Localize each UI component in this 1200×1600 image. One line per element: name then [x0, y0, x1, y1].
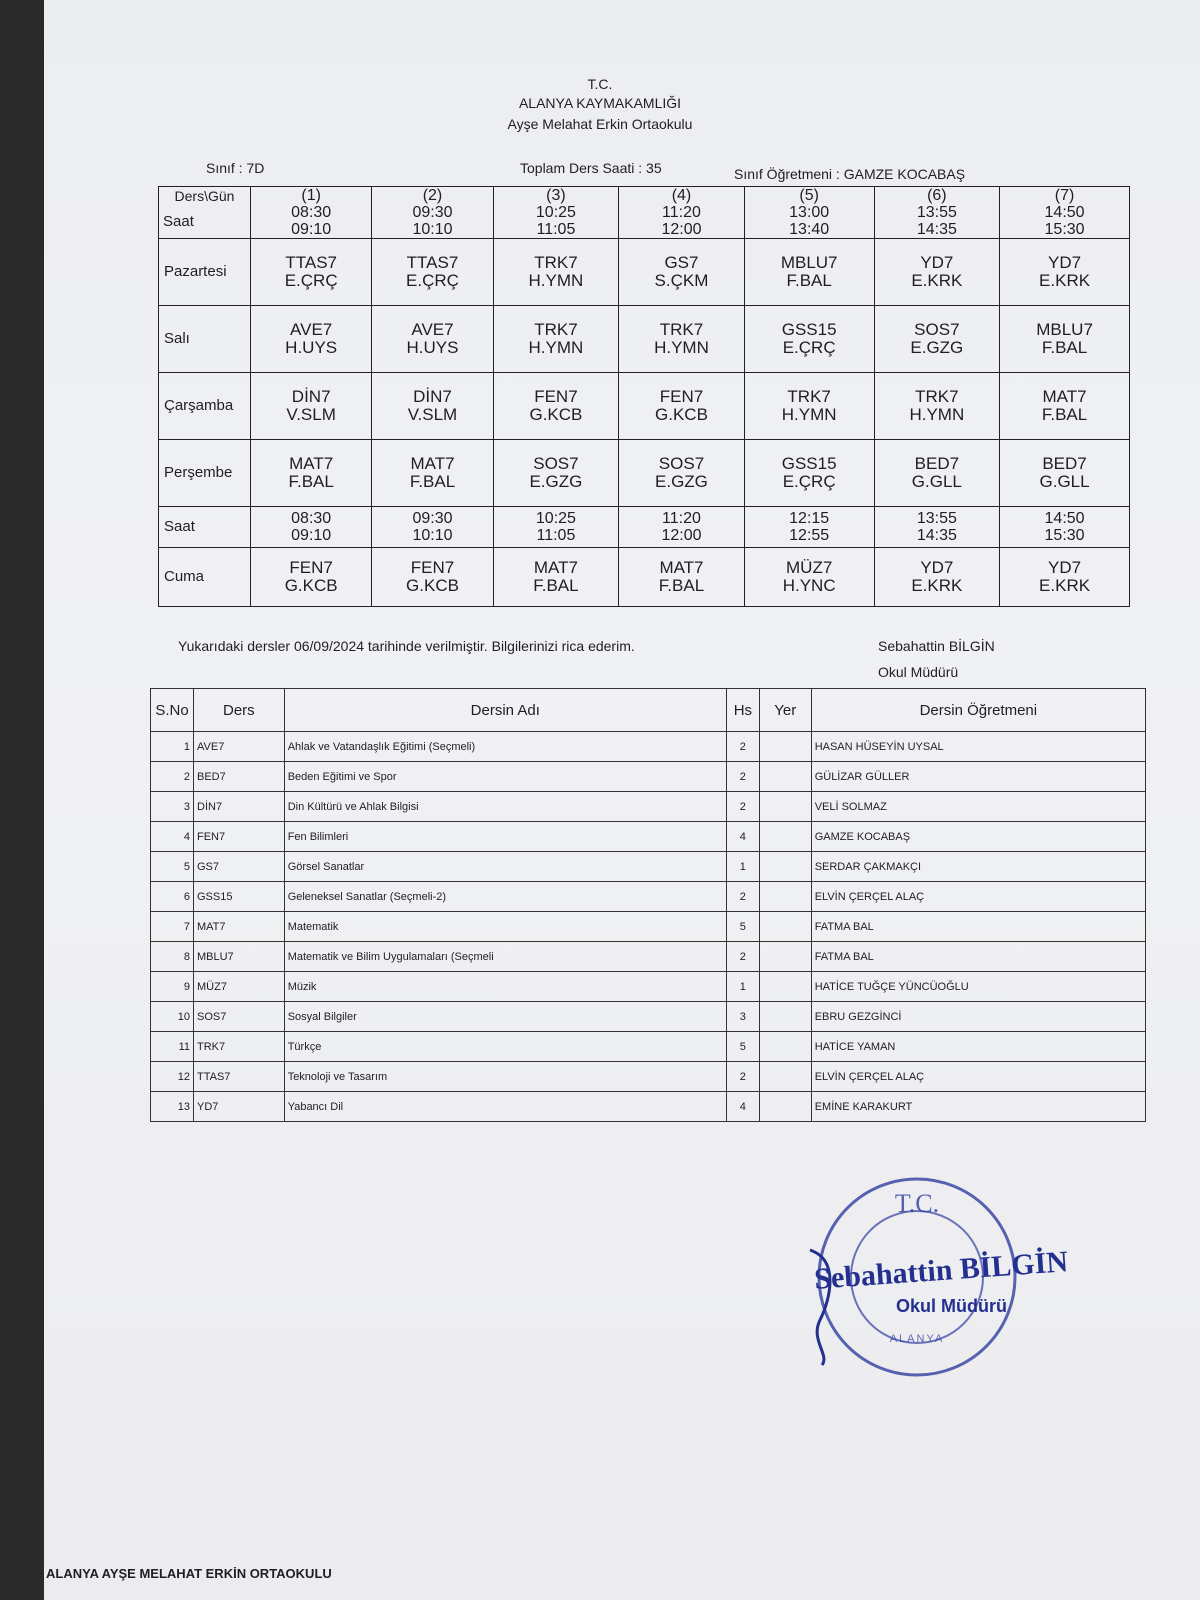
lesson-code: TTAS7 [406, 253, 459, 272]
table-row [151, 942, 1146, 972]
signer-title: Okul Müdürü [878, 664, 959, 680]
teacher-abbrev: E.GZG [529, 472, 583, 491]
day-name-cell: Cuma [159, 548, 251, 607]
period-start-time: 08:30 [291, 510, 332, 527]
lesson-cell [874, 373, 1000, 440]
list-cell [759, 882, 811, 912]
teacher-abbrev: F.BAL [658, 576, 705, 595]
list-cell: TTAS7 [194, 1062, 285, 1092]
table-row [151, 1062, 1146, 1092]
list-header-cell: Dersin Öğretmeni [811, 689, 1145, 732]
day-name-cell: Pazartesi [159, 239, 251, 306]
list-cell [759, 912, 811, 942]
lesson-code: TRK7 [659, 320, 704, 339]
note-text: Yukarıdaki dersler 06/09/2024 tarihinde verilmiştir. Bilgilerinizi rica ederim. [178, 638, 635, 654]
list-cell: DİN7 [194, 792, 285, 822]
schedule-corner-cell [159, 187, 251, 239]
list-cell: 6 [151, 882, 194, 912]
list-cell: 2 [726, 762, 759, 792]
table-row [151, 792, 1146, 822]
friday-time-cell [251, 507, 372, 548]
lesson-code: SOS7 [533, 454, 579, 473]
friday-time-row [159, 507, 1130, 548]
list-cell: 3 [151, 792, 194, 822]
list-cell: 1 [726, 972, 759, 1002]
period-start-time: 13:55 [916, 204, 957, 221]
period-start-time: 12:15 [789, 510, 830, 527]
schedule-period-row [159, 187, 1130, 239]
friday-time-cell [874, 507, 1000, 548]
list-cell: 2 [726, 792, 759, 822]
day-name-cell: Salı [159, 306, 251, 373]
course-list-table [150, 688, 1146, 1122]
time-label: Saat [163, 213, 194, 230]
teacher-abbrev: V.SLM [286, 405, 336, 424]
list-cell: MAT7 [194, 912, 285, 942]
period-end-time: 11:05 [536, 527, 576, 544]
period-end-time: 14:35 [916, 527, 957, 544]
list-cell: Yabancı Dil [284, 1092, 726, 1122]
list-cell: EMİNE KARAKURT [811, 1092, 1145, 1122]
teacher-abbrev: E.GZG [655, 472, 708, 491]
lesson-cell [251, 373, 372, 440]
list-cell: 5 [151, 852, 194, 882]
lesson-cell [744, 306, 874, 373]
lesson-cell [744, 239, 874, 306]
lesson-code: TRK7 [534, 320, 578, 339]
list-cell: ELVİN ÇERÇEL ALAÇ [811, 882, 1145, 912]
lesson-cell [251, 548, 372, 607]
period-start-time: 14:50 [1044, 204, 1085, 221]
list-cell: 12 [151, 1062, 194, 1092]
class-info: Sınıf : 7D [206, 160, 265, 176]
teacher-abbrev: G.KCB [284, 576, 338, 595]
lesson-cell [619, 440, 745, 507]
list-cell: Sosyal Bilgiler [284, 1002, 726, 1032]
header-district: ALANYA KAYMAKAMLIĞI [518, 95, 682, 111]
lesson-cell [1000, 440, 1130, 507]
teacher-abbrev: H.UYS [285, 338, 338, 357]
list-cell: GAMZE KOCABAŞ [811, 822, 1145, 852]
day-name-cell: Çarşamba [159, 373, 251, 440]
lesson-code: MAT7 [533, 558, 578, 577]
list-cell: BED7 [194, 762, 285, 792]
lesson-cell [744, 440, 874, 507]
lesson-code: MAT7 [410, 454, 455, 473]
lesson-cell [1000, 548, 1130, 607]
lesson-cell [1000, 239, 1130, 306]
day-name-cell: Perşembe [159, 440, 251, 507]
list-cell [759, 1092, 811, 1122]
period-start-time: 13:55 [916, 510, 957, 527]
period-start-time: 11:20 [662, 510, 701, 527]
period-start-time: 14:50 [1044, 510, 1085, 527]
lesson-code: FEN7 [534, 387, 578, 406]
lesson-cell [619, 548, 745, 607]
lesson-code: MÜZ7 [786, 558, 833, 577]
table-row [151, 732, 1146, 762]
teacher-abbrev: E.ÇRÇ [284, 271, 338, 290]
lesson-code: FEN7 [410, 558, 455, 577]
period-number: (4) [671, 187, 692, 204]
teacher-abbrev: F.BAL [1041, 338, 1088, 357]
friday-time-cell [372, 507, 493, 548]
class-teacher: Sınıf Öğretmeni : GAMZE KOCABAŞ [734, 166, 966, 182]
period-start-time: 10:25 [535, 204, 576, 221]
teacher-abbrev: E.ÇRÇ [782, 472, 836, 491]
schedule-day-row [159, 548, 1130, 607]
period-number: (7) [1054, 187, 1075, 204]
table-row [151, 852, 1146, 882]
period-end-time: 12:55 [789, 527, 830, 544]
list-header-cell: S.No [151, 689, 194, 732]
lesson-cell [251, 440, 372, 507]
period-start-time: 10:25 [535, 510, 576, 527]
period-number: (5) [799, 187, 819, 204]
list-cell: 7 [151, 912, 194, 942]
teacher-abbrev: E.KRK [911, 576, 963, 595]
list-cell: VELİ SOLMAZ [811, 792, 1145, 822]
period-cell [493, 187, 619, 239]
lesson-cell [874, 440, 1000, 507]
lesson-cell [619, 373, 745, 440]
list-cell: YD7 [194, 1092, 285, 1122]
table-row [151, 972, 1146, 1002]
period-start-time: 09:30 [412, 204, 453, 221]
list-cell: Fen Bilimleri [284, 822, 726, 852]
list-cell: HASAN HÜSEYİN UYSAL [811, 732, 1145, 762]
list-cell: GSS15 [194, 882, 285, 912]
list-cell: HATİCE TUĞÇE YÜNCÜOĞLU [811, 972, 1145, 1002]
table-row [151, 912, 1146, 942]
weekly-schedule-table [158, 186, 1130, 607]
list-cell: Geleneksel Sanatlar (Seçmeli-2) [284, 882, 726, 912]
period-end-time: 12:00 [661, 221, 702, 238]
table-row [151, 822, 1146, 852]
teacher-abbrev: H.YMN [654, 338, 709, 357]
friday-time-cell [1000, 507, 1130, 548]
list-header-cell: Ders [194, 689, 285, 732]
list-cell: 2 [726, 882, 759, 912]
list-cell [759, 1062, 811, 1092]
list-cell [759, 762, 811, 792]
lesson-code: TRK7 [534, 253, 578, 272]
list-cell: Matematik ve Bilim Uygulamaları (Seçmeli [284, 942, 726, 972]
lesson-code: YD7 [1048, 558, 1082, 577]
teacher-abbrev: S.ÇKM [654, 271, 709, 290]
teacher-abbrev: V.SLM [407, 405, 458, 424]
teacher-abbrev: G.KCB [529, 405, 583, 424]
teacher-abbrev: H.YMN [528, 271, 584, 290]
period-end-time: 15:30 [1044, 527, 1085, 544]
lesson-code: YD7 [920, 253, 954, 272]
list-cell [759, 1032, 811, 1062]
lesson-cell [493, 306, 619, 373]
list-cell: Teknoloji ve Tasarım [284, 1062, 726, 1092]
table-row [151, 882, 1146, 912]
list-cell [759, 792, 811, 822]
list-cell: Türkçe [284, 1032, 726, 1062]
friday-time-cell [619, 507, 745, 548]
list-cell: Ahlak ve Vatandaşlık Eğitimi (Seçmeli) [284, 732, 726, 762]
teacher-abbrev: H.YMN [909, 405, 965, 424]
list-cell: 5 [726, 912, 759, 942]
teacher-abbrev: E.KRK [911, 271, 963, 290]
lesson-cell [1000, 306, 1130, 373]
period-number: (6) [927, 187, 947, 204]
lesson-code: MBLU7 [1036, 320, 1093, 339]
list-cell: GÜLİZAR GÜLLER [811, 762, 1145, 792]
list-cell: 2 [726, 1062, 759, 1092]
period-start-time: 08:30 [291, 204, 332, 221]
teacher-abbrev: F.BAL [1041, 405, 1088, 424]
list-cell: 4 [726, 1092, 759, 1122]
list-header-cell: Yer [759, 689, 811, 732]
list-cell: 5 [726, 1032, 759, 1062]
period-start-time: 11:20 [662, 204, 701, 221]
list-cell: FATMA BAL [811, 942, 1145, 972]
teacher-abbrev: F.BAL [409, 472, 456, 491]
list-cell: 1 [151, 732, 194, 762]
lesson-cell [874, 306, 1000, 373]
teacher-abbrev: F.BAL [533, 576, 579, 595]
lesson-code: FEN7 [659, 387, 704, 406]
lesson-code: SOS7 [658, 454, 705, 473]
period-number: (2) [422, 187, 443, 204]
lesson-code: MAT7 [1042, 387, 1087, 406]
teacher-abbrev: H.YNC [782, 576, 836, 595]
svg-text:T.C.: T.C. [894, 1189, 940, 1218]
friday-time-cell [493, 507, 619, 548]
time-label-cell: Saat [159, 507, 251, 548]
list-cell: 8 [151, 942, 194, 972]
lesson-cell [372, 306, 493, 373]
teacher-abbrev: E.ÇRÇ [782, 338, 836, 357]
list-cell: TRK7 [194, 1032, 285, 1062]
list-header-cell: Hs [726, 689, 759, 732]
schedule-day-row [159, 373, 1130, 440]
list-cell: 4 [726, 822, 759, 852]
list-cell: MBLU7 [194, 942, 285, 972]
period-end-time: 10:10 [412, 527, 453, 544]
list-cell: Din Kültürü ve Ahlak Bilgisi [284, 792, 726, 822]
list-cell: 3 [726, 1002, 759, 1032]
teacher-abbrev: E.GZG [910, 338, 964, 357]
lesson-cell [251, 306, 372, 373]
lesson-cell [493, 239, 619, 306]
lesson-code: GS7 [664, 253, 699, 272]
period-start-time: 09:30 [412, 510, 453, 527]
period-cell [744, 187, 874, 239]
teacher-abbrev: E.ÇRÇ [406, 271, 459, 290]
teacher-abbrev: F.BAL [288, 472, 334, 491]
period-end-time: 12:00 [661, 527, 702, 544]
lesson-cell [1000, 373, 1130, 440]
lesson-cell [493, 548, 619, 607]
teacher-abbrev: H.UYS [406, 338, 459, 357]
teacher-abbrev: E.KRK [1039, 576, 1091, 595]
schedule-day-row [159, 306, 1130, 373]
footer-school-name: ALANYA AYŞE MELAHAT ERKİN ORTAOKULU [46, 1566, 332, 1581]
period-start-time: 13:00 [789, 204, 830, 221]
teacher-abbrev: G.GLL [911, 472, 962, 491]
lesson-cell [619, 306, 745, 373]
list-cell [759, 972, 811, 1002]
list-cell: 1 [726, 852, 759, 882]
lesson-cell [372, 239, 493, 306]
svg-text:ALANYA: ALANYA [889, 1333, 945, 1345]
list-cell: 4 [151, 822, 194, 852]
lesson-cell [874, 548, 1000, 607]
handwritten-signature-stroke [800, 1240, 860, 1370]
lesson-cell [493, 373, 619, 440]
list-cell: 13 [151, 1092, 194, 1122]
period-end-time: 09:10 [291, 221, 332, 238]
period-number: (3) [546, 187, 566, 204]
lesson-cell [493, 440, 619, 507]
list-cell [759, 732, 811, 762]
period-cell [874, 187, 1000, 239]
list-cell: FEN7 [194, 822, 285, 852]
lesson-cell [251, 239, 372, 306]
table-row [151, 762, 1146, 792]
lesson-code: MBLU7 [780, 253, 838, 272]
list-cell: HATİCE YAMAN [811, 1032, 1145, 1062]
list-header-cell: Dersin Adı [284, 689, 726, 732]
lesson-code: YD7 [920, 558, 954, 577]
teacher-abbrev: H.YMN [781, 405, 837, 424]
list-cell: Matematik [284, 912, 726, 942]
lesson-code: MAT7 [289, 454, 334, 473]
list-cell: 10 [151, 1002, 194, 1032]
lesson-cell [744, 373, 874, 440]
lesson-cell [874, 239, 1000, 306]
list-cell [759, 852, 811, 882]
total-hours: Toplam Ders Saati : 35 [520, 160, 662, 176]
lesson-cell [372, 440, 493, 507]
list-cell: EBRU GEZGİNCİ [811, 1002, 1145, 1032]
period-end-time: 09:10 [291, 527, 332, 544]
signature-title: Okul Müdürü [896, 1296, 1007, 1316]
signature-name: Sebahattin BİLGİN [813, 1245, 1070, 1296]
lesson-code: FEN7 [289, 558, 333, 577]
friday-time-cell [744, 507, 874, 548]
lesson-code: SOS7 [914, 320, 960, 339]
period-end-time: 11:05 [536, 221, 576, 238]
signer-name: Sebahattin BİLGİN [878, 638, 995, 654]
lesson-code: GSS15 [781, 454, 837, 473]
list-cell: 11 [151, 1032, 194, 1062]
corner-label: Ders\Gün [174, 188, 235, 204]
lesson-cell [744, 548, 874, 607]
period-number: (1) [301, 187, 321, 204]
period-end-time: 15:30 [1044, 221, 1085, 238]
lesson-code: TTAS7 [285, 253, 337, 272]
list-cell [759, 822, 811, 852]
lesson-code: TRK7 [915, 387, 959, 406]
list-cell: MÜZ7 [194, 972, 285, 1002]
list-cell: Görsel Sanatlar [284, 852, 726, 882]
lesson-code: DİN7 [291, 387, 331, 406]
lesson-cell [372, 548, 493, 607]
table-row [151, 1092, 1146, 1122]
list-cell: AVE7 [194, 732, 285, 762]
list-cell [759, 1002, 811, 1032]
list-cell: FATMA BAL [811, 912, 1145, 942]
list-cell: Beden Eğitimi ve Spor [284, 762, 726, 792]
list-cell: ELVİN ÇERÇEL ALAÇ [811, 1062, 1145, 1092]
period-end-time: 14:35 [916, 221, 957, 238]
teacher-abbrev: G.KCB [655, 405, 708, 424]
period-end-time: 10:10 [412, 221, 453, 238]
list-cell: Müzik [284, 972, 726, 1002]
table-row [151, 1032, 1146, 1062]
lesson-cell [619, 239, 745, 306]
lesson-code: AVE7 [411, 320, 454, 339]
period-cell [1000, 187, 1130, 239]
lesson-code: AVE7 [290, 320, 333, 339]
lesson-code: DİN7 [413, 387, 452, 406]
list-cell [759, 942, 811, 972]
schedule-day-row [159, 440, 1130, 507]
teacher-abbrev: F.BAL [786, 271, 832, 290]
period-end-time: 13:40 [789, 221, 830, 238]
teacher-abbrev: G.GLL [1039, 472, 1090, 491]
period-cell [251, 187, 372, 239]
lesson-code: TRK7 [787, 387, 831, 406]
lesson-code: BED7 [914, 454, 960, 473]
lesson-code: BED7 [1042, 454, 1087, 473]
schedule-day-row [159, 239, 1130, 306]
list-cell: SOS7 [194, 1002, 285, 1032]
lesson-cell [372, 373, 493, 440]
period-cell [372, 187, 493, 239]
list-cell: GS7 [194, 852, 285, 882]
list-cell: SERDAR ÇAKMAKÇI [811, 852, 1145, 882]
list-cell: 2 [151, 762, 194, 792]
lesson-code: YD7 [1048, 253, 1082, 272]
teacher-abbrev: E.KRK [1039, 271, 1091, 290]
lesson-code: GSS15 [781, 320, 837, 339]
list-cell: 2 [726, 942, 759, 972]
list-cell: 9 [151, 972, 194, 1002]
header-school: Ayşe Melahat Erkin Ortaokulu [507, 116, 693, 132]
teacher-abbrev: G.KCB [406, 576, 459, 595]
teacher-abbrev: H.YMN [528, 338, 584, 357]
lesson-code: MAT7 [659, 558, 704, 577]
period-cell [619, 187, 745, 239]
table-row [151, 1002, 1146, 1032]
header-tc: T.C. [587, 76, 613, 92]
list-cell: 2 [726, 732, 759, 762]
